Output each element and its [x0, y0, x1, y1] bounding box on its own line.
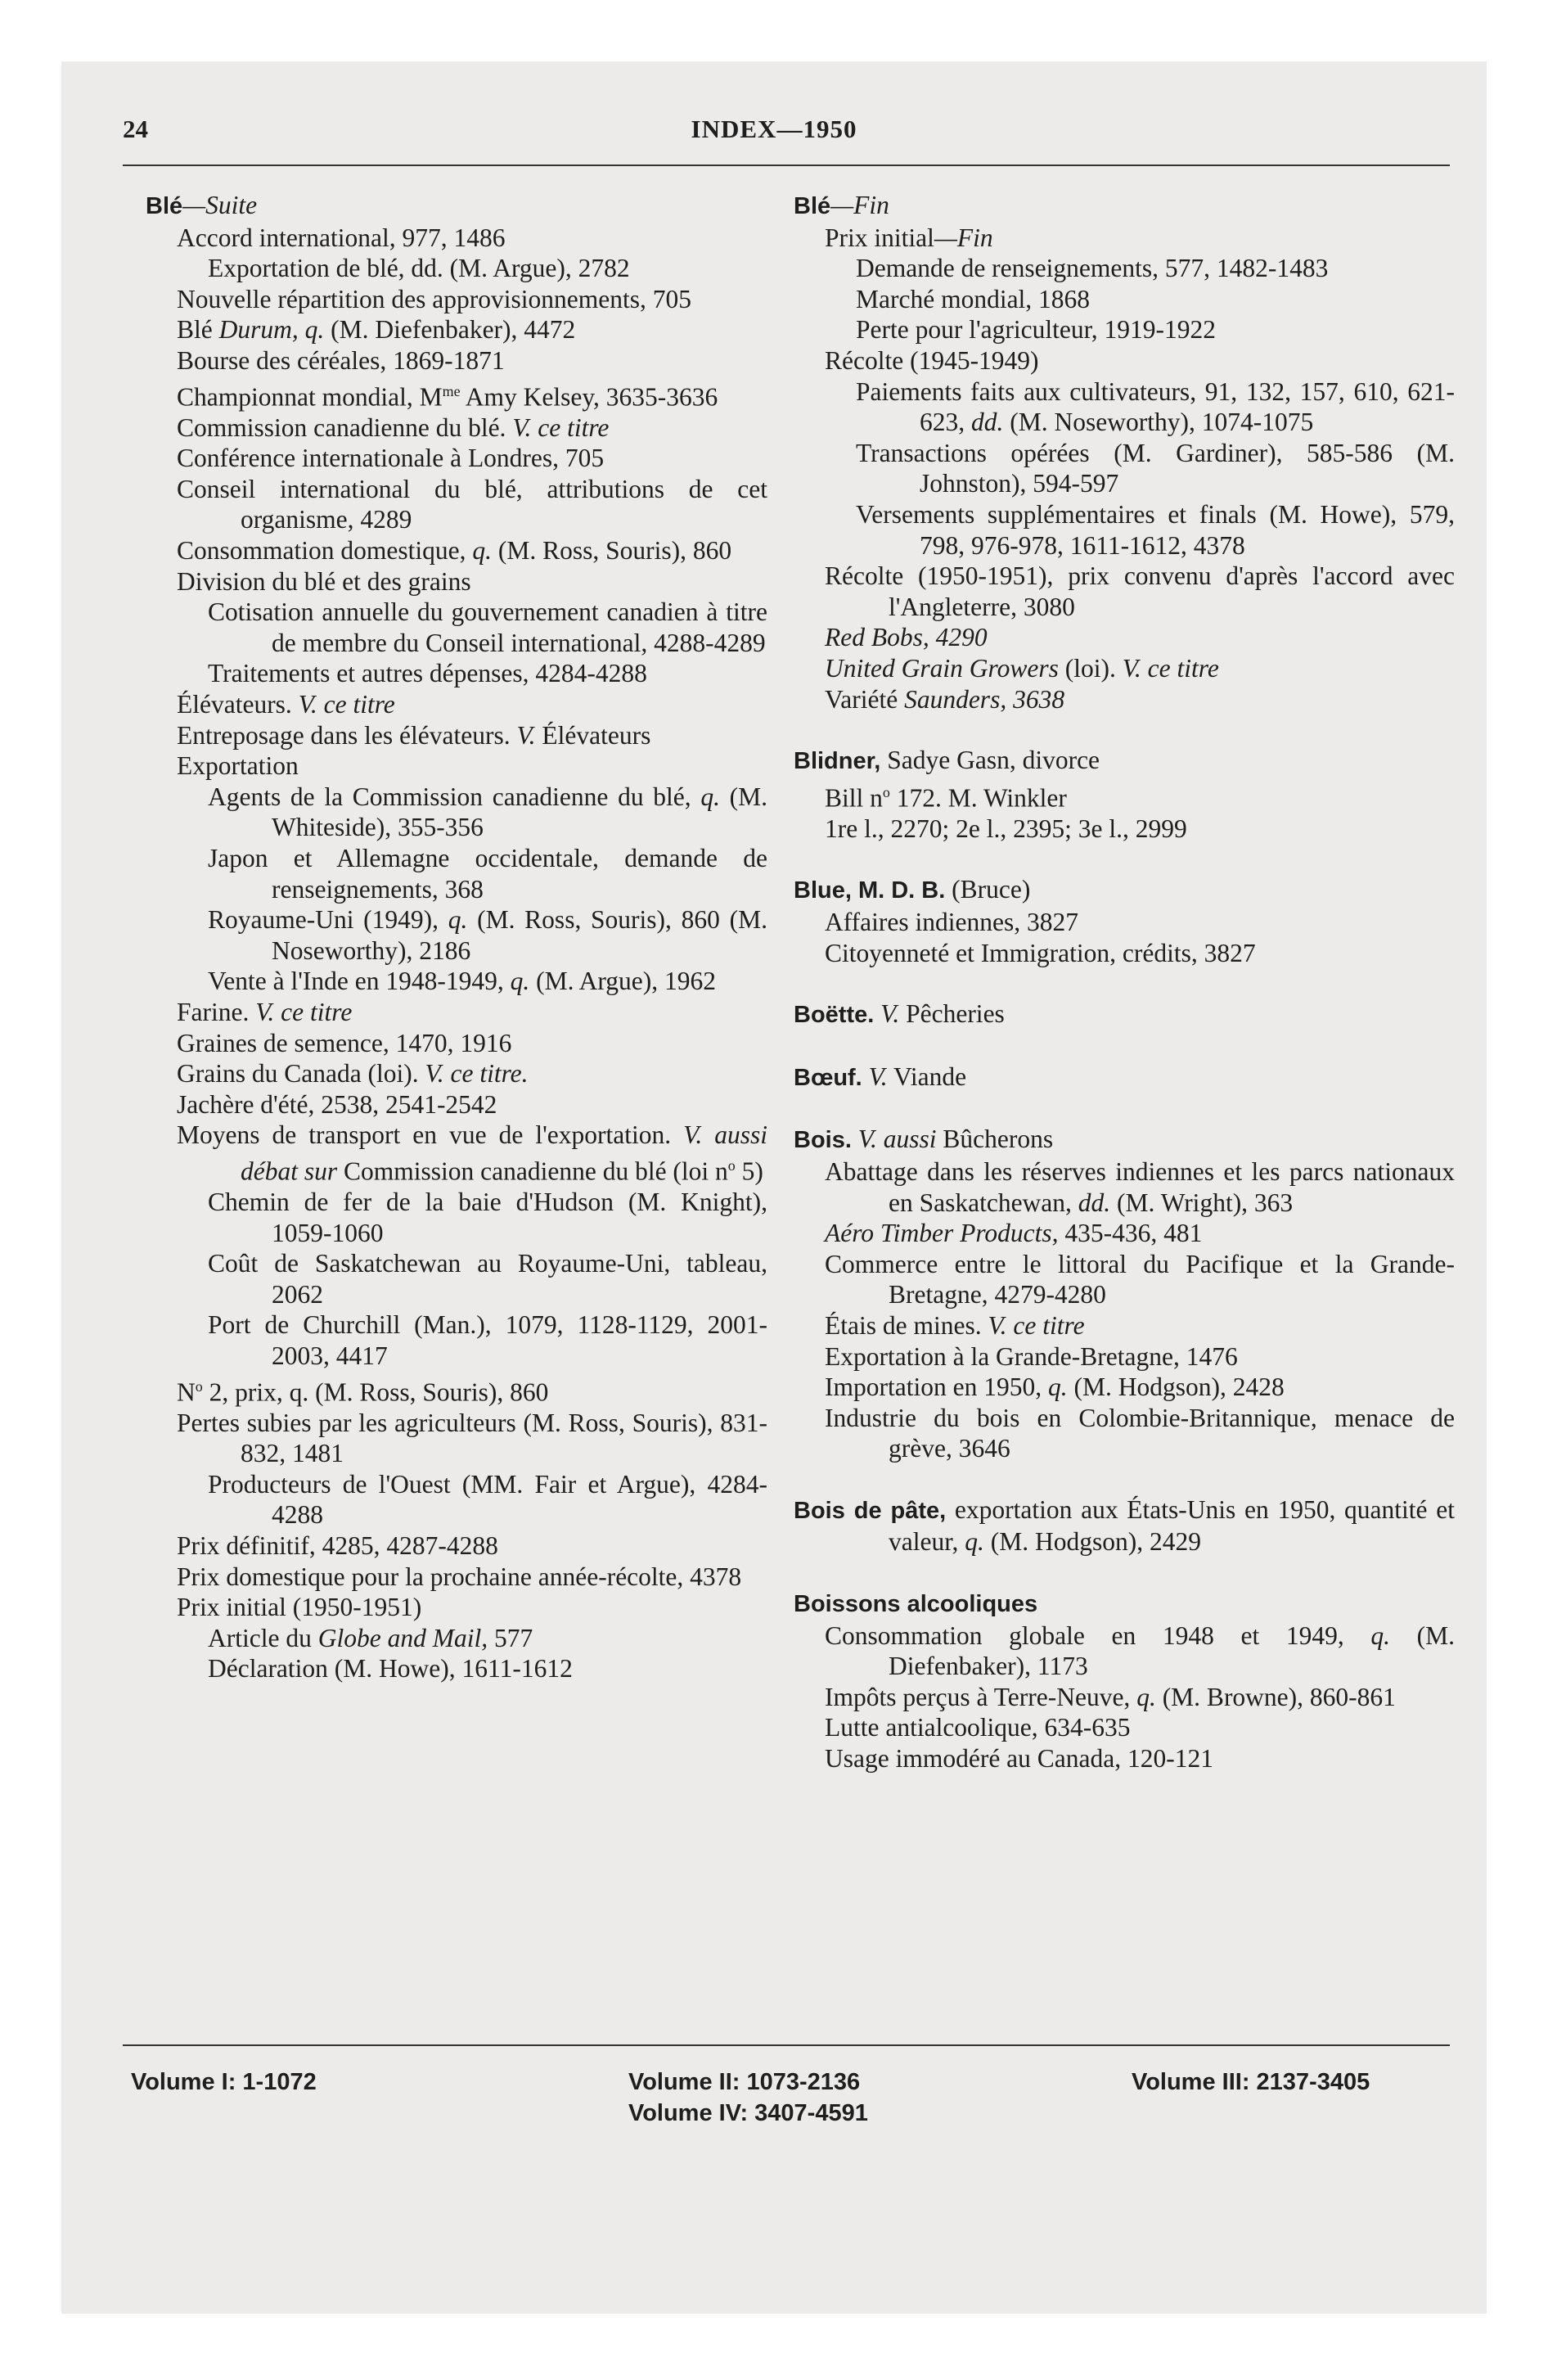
index-entry: Moyens de transport en vue de l'exportation. V. aussi débat sur Commission canadienne du blé (loi $n^o$ 5): [177, 1120, 767, 1186]
volume-range-3: Volume III: 2137-3405: [1132, 2069, 1370, 2095]
index-entry: Blé Durum, q. (M. Diefenbaker), 4472: [177, 315, 576, 345]
index-entry: Affaires indiennes, 3827: [825, 907, 1078, 936]
index-entry: Championnat mondial, $M^{me}$ Amy Kelsey, 3635-3636: [177, 382, 718, 412]
heading-term: Blé: [794, 193, 831, 219]
index-entry: Vente à l'Inde en 1948-1949, q. (M. Argue), 1962: [208, 967, 716, 996]
entry-heading: Bois de pâte, exportation aux États-Unis en 1950, quantité et valeur, q. (M. Hodgson), 2429: [794, 1494, 1455, 1557]
index-entry: Consommation globale en 1948 et 1949, q. (M. Diefenbaker), 1173: [825, 1620, 1456, 1681]
index-entry: Red Bobs, 4290: [825, 623, 988, 652]
index-entry: Exportation de blé, dd. (M. Argue), 2782: [208, 254, 630, 283]
index-entry: Jachère d'été, 2538, 2541-2542: [177, 1089, 497, 1119]
index-entry: Pertes subies par les agriculteurs (M. Ross, Souris), 831-832, 1481: [177, 1408, 767, 1468]
index-entry: Chemin de fer de la baie d'Hudson (M. Knight), 1059-1060: [208, 1188, 767, 1247]
volume-range-1: Volume I: 1-1072: [131, 2069, 317, 2095]
index-entry: United Grain Growers (loi). V. ce titre: [825, 653, 1219, 683]
index-entry: Marché mondial, 1868: [856, 284, 1091, 313]
index-entry: Perte pour l'agriculteur, 1919-1922: [856, 315, 1217, 345]
index-entry: Étais de mines. V. ce titre: [825, 1310, 1085, 1340]
index-entry: Accord international, 977, 1486: [177, 223, 506, 252]
index-entry: Variété Saunders, 3638: [825, 684, 1065, 714]
index-entry: Cotisation annuelle du gouvernement canadien à titre de membre du Conseil international, 4288-4289: [208, 597, 767, 657]
volume-range-2: Volume II: 1073-2136: [628, 2069, 861, 2095]
footer-rule: [123, 2044, 1450, 2046]
heading-suffix: —Suite: [182, 191, 258, 219]
index-entry: Récolte (1945-1949): [825, 345, 1039, 375]
index-entry: Aéro Timber Products, 435-436, 481: [825, 1219, 1203, 1248]
index-entry: Importation en 1950, q. (M. Hodgson), 2428: [825, 1373, 1285, 1402]
header-rule: [123, 165, 1450, 166]
index-entry: Prix initial—Fin: [825, 223, 993, 252]
index-entry: Conférence internationale à Londres, 705: [177, 444, 605, 473]
index-entry: Port de Churchill (Man.), 1079, 1128-1129, 2001-2003, 4417: [208, 1310, 767, 1370]
index-entry: Agents de la Commission canadienne du blé, q. (M. Whiteside), 355-356: [208, 782, 767, 842]
index-entry: Division du blé et des grains: [177, 566, 471, 596]
index-entry: Farine. V. ce titre: [177, 997, 353, 1026]
index-entry: Japon et Allemagne occidentale, demande de renseignements, 368: [208, 843, 767, 904]
index-entry: 1re l., 2270; 2e l., 2395; 3e l., 2999: [825, 814, 1187, 843]
left-column: [146, 190, 767, 1684]
page-title: INDEX—1950: [691, 115, 857, 143]
heading-term: Blé: [146, 193, 183, 219]
index-entry: Royaume-Uni (1949), q. (M. Ross, Souris), 860 (M. Noseworthy), 2186: [208, 905, 767, 965]
index-entry: Grains du Canada (loi). V. ce titre.: [177, 1059, 529, 1089]
entry-heading: Boissons alcooliques: [794, 1591, 1038, 1618]
index-entry: Bill $n^o$ 172. M. Winkler: [825, 783, 1067, 813]
index-entry: Article du Globe and Mail, 577: [208, 1623, 533, 1652]
index-entry: Traitements et autres dépenses, 4284-4288: [208, 659, 647, 688]
index-entry: Lutte antialcoolique, 634-635: [825, 1713, 1131, 1742]
index-entry: Industrie du bois en Colombie-Britannique, menace de grève, 3646: [825, 1403, 1455, 1463]
index-entry: Abattage dans les réserves indiennes et les parcs nationaux en Saskatchewan, dd. (M. Wright), 363: [825, 1156, 1455, 1217]
index-entry: Transactions opérées (M. Gardiner), 585-586 (M. Johnston), 594-597: [856, 438, 1455, 498]
index-entry: Versements supplémentaires et finals (M. Howe), 579, 798, 976-978, 1611-1612, 4378: [856, 499, 1455, 560]
entry-heading: Boëtte. V. Pêcheries: [794, 999, 1005, 1029]
index-entry: Entreposage dans les élévateurs. V. Élévateurs: [177, 720, 651, 750]
index-entry: Prix initial (1950-1951): [177, 1593, 422, 1622]
index-entry: Usage immodéré au Canada, 120-121: [825, 1744, 1213, 1774]
index-entry: Commerce entre le littoral du Pacifique et la Grande-Bretagne, 4279-4280: [825, 1249, 1455, 1309]
index-entry: Exportation: [177, 751, 299, 781]
index-entry: Commission canadienne du blé. V. ce titre: [177, 412, 610, 442]
index-entry: Prix définitif, 4285, 4287-4288: [177, 1531, 498, 1561]
entry-heading: [794, 190, 1455, 223]
entry-heading: Bœuf. V. Viande: [794, 1062, 967, 1091]
entry-heading: Blue, M. D. B. (Bruce): [794, 875, 1031, 904]
heading-suffix: —Fin: [830, 191, 889, 219]
index-entry: Citoyenneté et Immigration, crédits, 3827: [825, 938, 1256, 967]
entry-heading: Bois. V. aussi Bûcherons: [794, 1125, 1054, 1154]
index-entry: Paiements faits aux cultivateurs, 91, 132, 157, 610, 621-623, dd. (M. Noseworthy), 1074-1075: [856, 376, 1455, 437]
index-entry: $N^o$ 2, prix, q. (M. Ross, Souris), 860: [177, 1377, 549, 1407]
index-entry: Demande de renseignements, 577, 1482-1483: [856, 254, 1329, 283]
index-entry: Impôts perçus à Terre-Neuve, q. (M. Browne), 860-861: [825, 1682, 1396, 1711]
index-entry: Producteurs de l'Ouest (MM. Fair et Argue), 4284-4288: [208, 1469, 767, 1530]
index-entry: Conseil international du blé, attributions de cet organisme, 4289: [177, 474, 767, 534]
index-entry: Exportation à la Grande-Bretagne, 1476: [825, 1341, 1238, 1371]
index-entry: Graines de semence, 1470, 1916: [177, 1028, 512, 1057]
index-entry: Nouvelle répartition des approvisionnements, 705: [177, 284, 691, 313]
index-entry: Déclaration (M. Howe), 1611-1612: [208, 1654, 573, 1684]
index-entry: Coût de Saskatchewan au Royaume-Uni, tableau, 2062: [208, 1249, 767, 1309]
index-entry: Bourse des céréales, 1869-1871: [177, 345, 505, 375]
index-entry: Élévateurs. V. ce titre: [177, 690, 395, 719]
index-entry: Prix domestique pour la prochaine année-récolte, 4378: [177, 1562, 742, 1591]
entry-heading: Blidner, Sadye Gasn, divorce: [794, 746, 1100, 775]
index-entry: Consommation domestique, q. (M. Ross, Souris), 860: [177, 536, 732, 566]
page-number: 24: [123, 115, 148, 143]
right-column: [794, 190, 1455, 1774]
entry-heading: [146, 190, 767, 223]
index-entry: Récolte (1950-1951), prix convenu d'après l'accord avec l'Angleterre, 3080: [825, 561, 1455, 621]
volume-range-4: Volume IV: 3407-4591: [628, 2100, 868, 2126]
